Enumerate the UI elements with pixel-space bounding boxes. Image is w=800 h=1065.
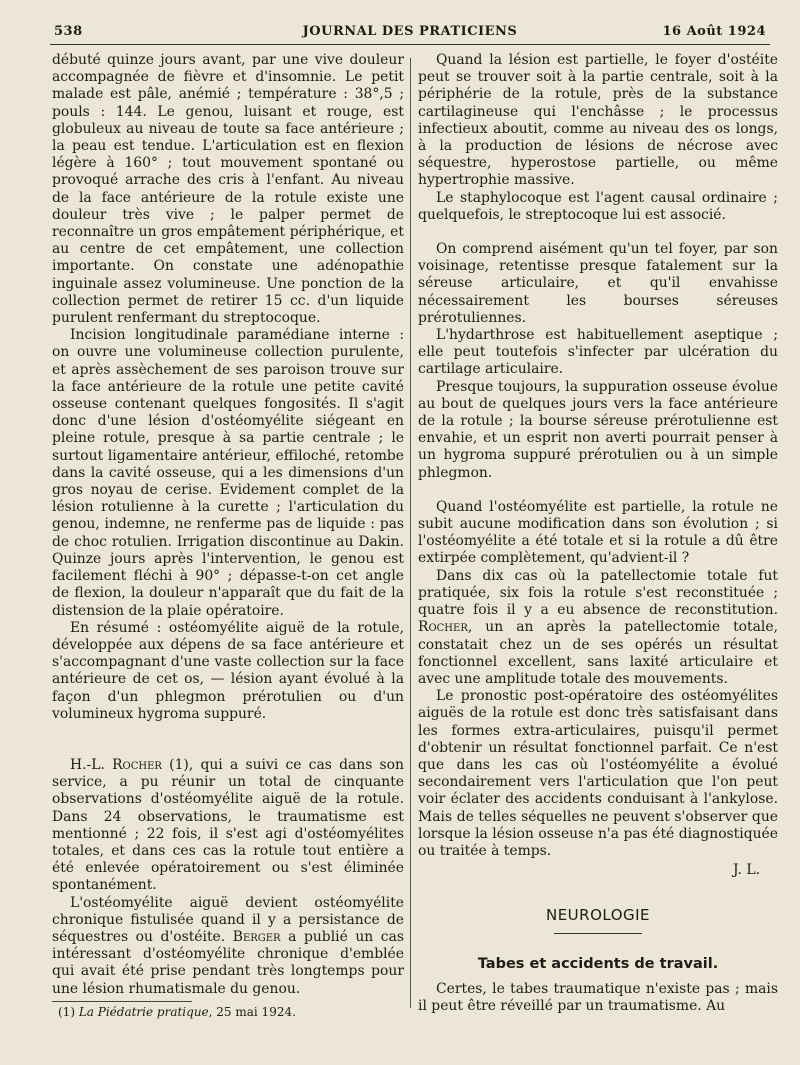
paragraph: L'ostéomyélite aiguë devient ostéomyélite chronique fistulisée quand il y a persistance de séquestres ou d'ostéite. Berger a publié un cas intéressant d'ostéomyélite chronique d'emblée qui avait été prise pendant très longtemps pour une lésion rhumatismale du genou. bbox=[52, 894, 404, 997]
author-name: Rocher bbox=[418, 619, 468, 636]
paragraph: En résumé : ostéomyélite aiguë de la rotule, développée aux dépens de sa face antérieure et s'accompagnant d'une vaste collection sur la face antérieure de cet os, — lésion ayant évolué à la façon d'un phlegmon prérotulien ou d'un volumineux hygroma suppuré. bbox=[52, 619, 404, 722]
paragraph: débuté quinze jours avant, par une vive douleur accompagnée de fièvre et d'insomnie. Le petit malade est pâle, anémié ; température : 38°,5 ; pouls : 144. Le genou, luisant et rouge, est globuleux au niveau de toute sa face antérieure ; la peau est tendue. L'articulation est en flexion légère à 160° ; tout mouvement spontané ou provoqué arrache des cris à l'enfant. Au niveau de la face antérieure de la rotule existe une douleur très vive ; le palper permet de reconnaître un gros empâtement périphérique, et au centre de cet empâtement, une collection importante. On constate une adénopathie inguinale assez volumineuse. Une ponction de la collection permet de retirer 15 cc. d'un liquide purulent renfermant du streptocoque. bbox=[52, 52, 404, 327]
paragraph: Presque toujours, la suppuration osseuse évolue au bout de quelques jours vers la face antérieure de la rotule ; la bourse séreuse prérotulienne est envahie, et un esprit non averti pourrait penser à un hygroma suppuré prérotulien ou à un simple phlegmon. bbox=[418, 378, 778, 481]
column-divider bbox=[410, 58, 411, 1008]
paragraph: H.-L. Rocher (1), qui a suivi ce cas dans son service, a pu réunir un total de cinquante observations d'ostéomyélite aiguë de la rotule. Dans 24 observations, le traumatisme est mentionné ; 22 fois, il s'est agi d'ostéomyélites totales, et dans ces cas la rotule tout entière a été enlevée opératoirement ou s'est éliminée spontanément. bbox=[52, 756, 404, 894]
footnote-source: La Piédatrie pratique bbox=[78, 1004, 209, 1019]
author-name: Berger bbox=[232, 928, 281, 945]
paragraph: Le pronostic post-opératoire des ostéomyélites aiguës de la rotule est donc très satisfaisant dans les formes extra-articulaires, puisqu'il permet d'obtenir un résultat fonctionnel parfait. Ce n'est que dans les cas où l'ostéomyélite a évolué secondairement vers l'articulation que l'on peut voir éclater des accidents conduisant à l'ankylose. Mais de telles séquelles ne peuvent s'observer que lorsque la lésion osseuse n'a pas été diagnostiquée ou traitée à temps. bbox=[418, 688, 778, 859]
paragraph: Dans dix cas où la patellectomie totale fut pratiquée, six fois la rotule s'est reconstituée ; quatre fois il y a eu absence de reconstitution. Rocher, un an après la patellectomie totale, constatait chez un de ses opérés un résultat fonctionnel excellent, sans laxité articulaire et avec une amplitude totale des mouvements. bbox=[418, 567, 778, 687]
paragraph: L'hydarthrose est habituellement aseptique ; elle peut toutefois s'infecter par ulcération du cartilage articulaire. bbox=[418, 327, 778, 378]
article-title: Tabes et accidents de travail. bbox=[477, 956, 719, 973]
page-number: 538 bbox=[54, 24, 83, 39]
signature: J. L. bbox=[733, 862, 760, 879]
journal-title: JOURNAL DES PRATICIENS bbox=[302, 24, 518, 39]
left-column bbox=[52, 52, 404, 1020]
paragraph: Quand la lésion est partielle, le foyer d'ostéite peut se trouver soit à la partie centrale, soit à la périphérie de la rotule, près de la substance cartilagineuse qui l'enchâsse ; le processus infectieux aboutit, comme au niveau des os longs, à la production de lésions de nécrose avec séquestre, hyperostose partielle, ou même hypertrophie massive. bbox=[418, 52, 778, 189]
author-name: H.-L. Rocher bbox=[70, 756, 162, 773]
footnote-rule bbox=[52, 1001, 192, 1002]
section-rule bbox=[554, 933, 642, 935]
issue-date: 16 Août 1924 bbox=[662, 24, 766, 39]
paragraph: Le staphylocoque est l'agent causal ordinaire ; quelquefois, le streptocoque lui est associé. bbox=[418, 189, 778, 223]
paragraph: Certes, le tabes traumatique n'existe pas ; mais il peut être réveillé par un traumatisme. Au bbox=[418, 981, 778, 1015]
page-header bbox=[50, 18, 770, 45]
footnote: (1) La Piédatrie pratique, 25 mai 1924. bbox=[58, 1004, 296, 1019]
section-heading: NEUROLOGIE bbox=[418, 907, 778, 934]
right-column bbox=[418, 52, 778, 1016]
paragraph: On comprend aisément qu'un tel foyer, par son voisinage, retentisse presque fatalement sur la séreuse articulaire, et qu'il envahisse nécessairement les bourses séreuses prérotuliennes. bbox=[418, 241, 778, 326]
paragraph: Quand l'ostéomyélite est partielle, la rotule ne subit aucune modification dans son évolution ; si l'ostéomyélite a été totale et si la rotule a dû être extirpée complètement, qu'advient-il ? bbox=[418, 498, 778, 567]
paragraph: Incision longitudinale paramédiane interne : on ouvre une volumineuse collection purulente, et après assèchement de ses paroison trouve sur la face antérieure de la rotule une petite cavité osseuse contenant quelques fongosités. Il s'agit donc d'une lésion d'ostéomyélite siégeant en pleine rotule, presque à sa partie centrale ; le surtout ligamentaire antérieur, effiloché, retombe dans la cavité osseuse, qui a les dimensions d'un gros noyau de cerise. Evidement complet de la lésion rotulienne à la curette ; l'articulation du genou, indemne, ne renferme pas de liquide : pas de choc rotulien. Irrigation discontinue au Dakin. Quinze jours après l'intervention, le genou est facilement fléchi à 90° ; dépasse-t-on cet angle de flexion, la douleur n'apparaît que du fait de la distension de la plaie opératoire. bbox=[52, 327, 404, 619]
